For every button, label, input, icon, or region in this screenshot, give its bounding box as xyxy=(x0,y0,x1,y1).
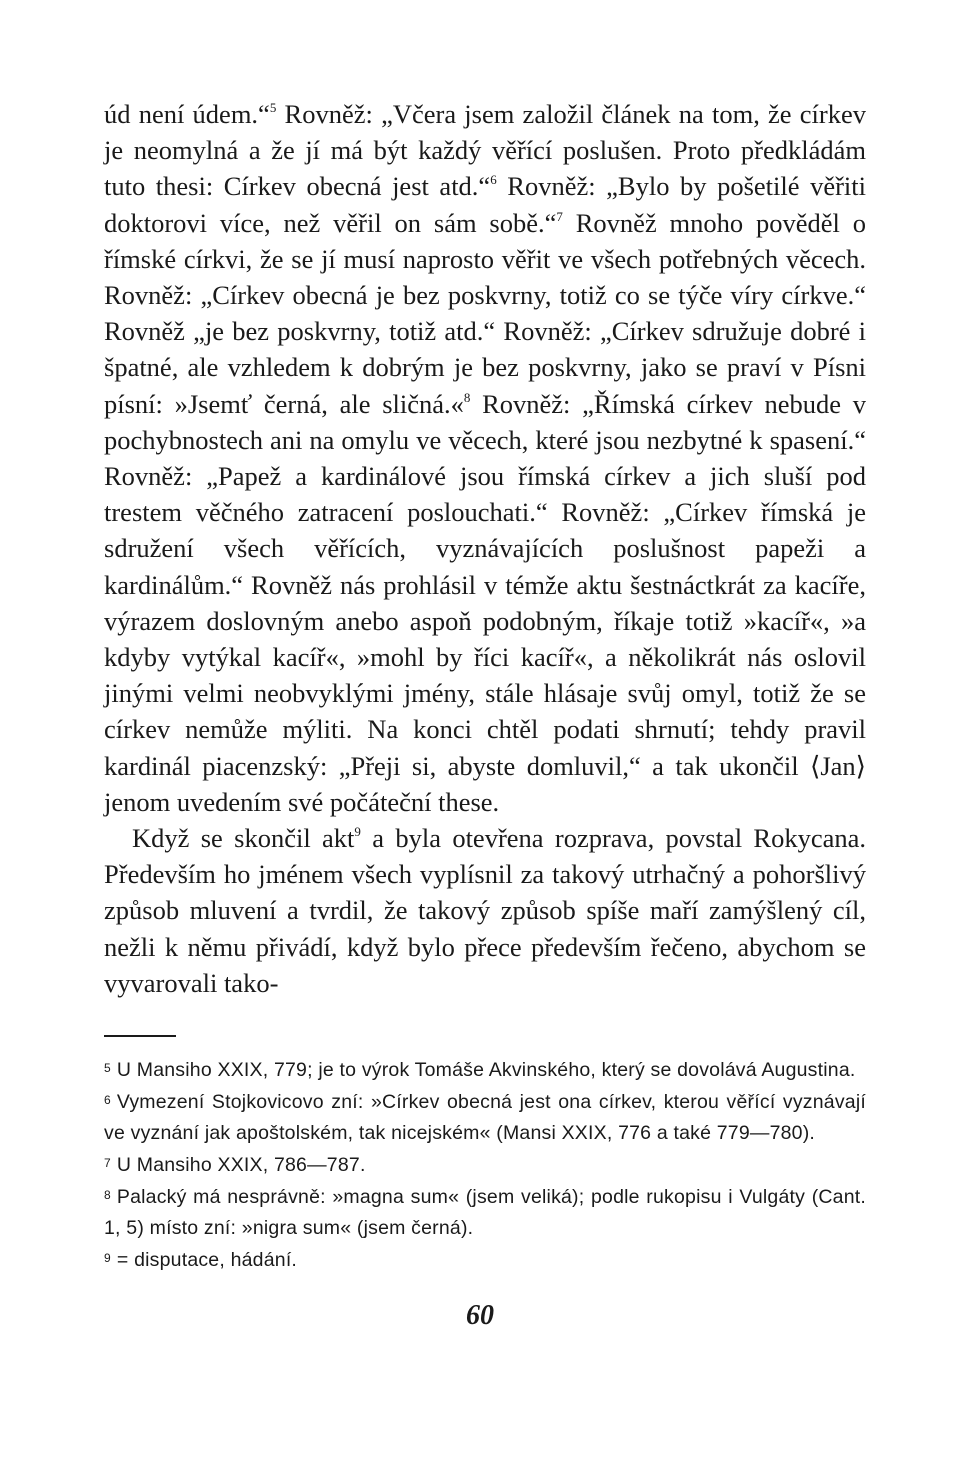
text-run: úd není údem.“ xyxy=(104,99,270,129)
footnote-9 xyxy=(104,1243,866,1275)
footnote-text: U Mansiho XXIX, 779; je to výrok Tomáše Akvinského, který se dovolává Augustina. xyxy=(116,1059,856,1082)
text-run: Když se skončil akt xyxy=(132,823,355,854)
footnote-7 xyxy=(104,1148,866,1180)
text-run: Rovněž: „Římská církev nebude v pochybnostech ani na omylu ve věcech, které jsou nezbytné k spasení.“ Rovněž: „Papež a kardinálové jsou římská církev a jich sluší pod trestem věčného zatracení poslouchati.“ Rovněž: „Církev římská je sdružení všech věřících, vyznávajících poslušnost papeži a kardinálům.“ Rovněž nás prohlásil v témže aktu šestnáctkrát za kacíře, výrazem doslovným anebo aspoň podobným, říkaje totiž »kacíř«, »a kdyby vytýkal kacíř«, »mohl by říci kacíř«, a několikrát nás oslovil jinými velmi neobvyklými jmény, stále hlásaje svůj omyl, totiž že se církev nemůže mýliti. Na konci chtěl podati shrnutí; tehdy pravil kardinál piacenzský: „Přeji si, abyste domluvil,“ a tak ukončil ⟨Jan⟩ jenom uvedením své počáteční these. xyxy=(104,388,866,817)
footnote-ref-9[interactable]: 9 xyxy=(354,824,361,840)
footnote-text: U Mansiho XXIX, 786—787. xyxy=(116,1153,366,1176)
footnote-number: 8 xyxy=(104,1188,111,1203)
page-number: 60 xyxy=(466,1300,494,1331)
footnote-8 xyxy=(104,1180,866,1243)
footnotes xyxy=(104,1053,866,1275)
footnote-text: = disputace, hádání. xyxy=(116,1248,298,1271)
footnote-ref-7[interactable]: 7 xyxy=(556,208,563,224)
footnote-number: 5 xyxy=(104,1061,111,1076)
footnote-divider xyxy=(104,1035,176,1037)
footnote-text: Palacký má nesprávně: »magna sum« (jsem veliká); podle rukopisu i Vulgáty (Cant. 1, 5) místo zní: »nigra sum« (jsem černá). xyxy=(104,1186,866,1239)
paragraph-1 xyxy=(104,96,866,820)
footnote-ref-6[interactable]: 6 xyxy=(490,172,497,188)
footnote-ref-8[interactable]: 8 xyxy=(463,389,471,405)
text-run: Rovněž mnoho pověděl o římské církvi, že se jí musí naprosto věřit ve všech potřebných věcech. Rovněž: „Církev obecná je bez poskvrny, totiž co se týče víry církve.“ Rovněž „je bez poskvrny, totiž atd.“ Rovněž: „Církev sdružuje dobré i špatné, ale vzhledem k dobrým je bez poskvrny, jako se praví v Písni písní: »Jsemť černá, ale sličná.« xyxy=(104,207,867,419)
main-text xyxy=(104,96,866,1001)
footnote-number: 7 xyxy=(104,1155,111,1170)
text-run: Rovněž: „Bylo by pošetilé věřiti doktorovi více, než věřil on sám sobě.“ xyxy=(104,171,866,238)
text-run: Rovněž: „Včera jsem založil článek na tom, že církev je neomylná a že jí má být každý věřící poslušen. Proto předkládám tuto thesi: Církev obecná jest atd.“ xyxy=(104,99,866,202)
footnote-6 xyxy=(104,1085,866,1148)
footnote-number: 6 xyxy=(104,1093,111,1108)
footnote-ref-5[interactable]: 5 xyxy=(269,100,277,115)
footnote-text: Vymezení Stojkovicovo zní: »Církev obecná jest ona církev, kterou věřící vyznávají ve vyznání jak apoštolském, tak nicejském« (Mansi XXIX, 776 a také 779—780). xyxy=(104,1091,866,1144)
page-content xyxy=(104,96,866,1275)
footnote-number: 9 xyxy=(104,1250,111,1265)
paragraph-2 xyxy=(104,820,866,1001)
text-run: a byla otevřena rozprava, povstal Rokycana. Především ho jménem všech vyplísnil za takový utrhačný a pohoršlivý způsob mluvení a tvrdil, že takový způsob spíše maří zamýšlený cíl, nežli k němu přivádí, když bylo přece především řečeno, abychom se vyvarovali tako- xyxy=(104,823,866,998)
footnote-5 xyxy=(104,1053,866,1085)
